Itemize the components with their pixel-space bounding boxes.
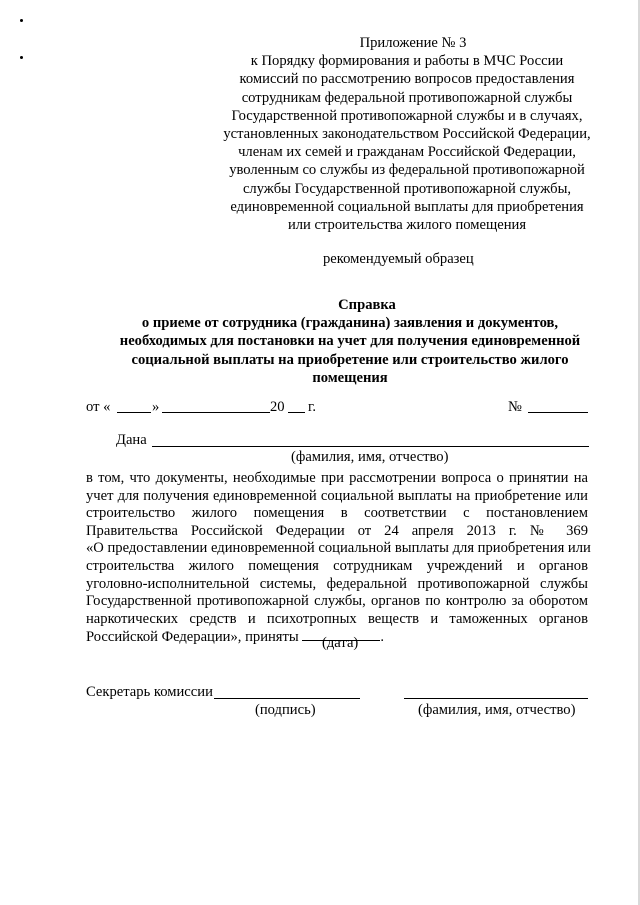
year-prefix: 20: [270, 399, 285, 415]
body-line: строительства жилого помещения сотрудникам учреждений и органов: [86, 557, 588, 574]
secretary-name-blank[interactable]: [404, 698, 588, 699]
heading-line: о приеме от сотрудника (гражданина) заявления и документов,: [141, 315, 559, 332]
date-from-prefix: от «: [86, 399, 111, 415]
signature-blank[interactable]: [214, 698, 360, 699]
appendix-line: комиссий по рассмотрению вопросов предоставления: [239, 71, 575, 88]
appendix-line: Государственной противопожарной службы и в случаях,: [231, 107, 583, 124]
scan-speck: [20, 19, 23, 22]
date-from-close: »: [152, 399, 160, 415]
full-name-caption: (фамилия, имя, отчество): [291, 449, 449, 465]
appendix-line: к Порядку формирования и работы в МЧС России: [250, 53, 564, 70]
appendix-line: службы Государственной противопожарной службы,: [242, 180, 572, 197]
body-line: строительство жилого помещения в соответствии с постановлением: [86, 505, 588, 522]
body-line: «О предоставлении единовременной социальной выплаты для приобретения или: [86, 540, 591, 557]
appendix-block: [212, 34, 602, 234]
certificate-heading: [80, 296, 620, 387]
appendix-line: членам их семей и гражданам Российской Федерации,: [238, 144, 576, 161]
body-line: учет для получения единовременной социальной выплаты на приобретение или: [86, 487, 588, 504]
number-label: №: [508, 399, 522, 415]
scan-speck: [20, 56, 23, 59]
body-line: в том, что документы, необходимые при рассмотрении вопроса о принятии на: [86, 470, 588, 486]
appendix-line: уволенным со службы из федеральной противопожарной: [229, 162, 585, 179]
recommended-sample-label: рекомендуемый образец: [323, 251, 474, 267]
heading-line: необходимых для постановки на учет для получения единовременной: [119, 333, 581, 350]
body-line: Правительства Российской Федерации от 24 апреля 2013 г. № 369: [86, 522, 588, 539]
secretary-name-caption: (фамилия, имя, отчество): [418, 702, 576, 718]
appendix-line: или строительства жилого помещения: [287, 217, 527, 234]
month-blank[interactable]: [162, 412, 270, 413]
accepted-text: Российской Федерации», приняты: [86, 629, 299, 646]
full-name-blank[interactable]: [152, 446, 589, 447]
heading-line: помещения: [312, 369, 388, 386]
date-caption: (дата): [322, 635, 359, 651]
number-blank[interactable]: [528, 412, 588, 413]
appendix-number: Приложение № 3: [359, 35, 467, 51]
body-line: Государственной противопожарной службы, органов по контролю за оборотом: [86, 593, 588, 610]
body-line: наркотических средств и психотропных веществ и таможенных органов: [86, 610, 588, 627]
body-text: [86, 470, 591, 647]
certificate-title: Справка: [338, 297, 396, 313]
secretary-label: Секретарь комиссии: [86, 684, 213, 700]
year-suffix: г.: [308, 399, 316, 415]
day-blank[interactable]: [117, 412, 151, 413]
signature-caption: (подпись): [255, 702, 316, 718]
issued-to-label: Дана: [116, 432, 147, 448]
accepted-period: .: [380, 629, 385, 646]
heading-line: социальной выплаты на приобретение или строительство жилого: [131, 351, 569, 368]
appendix-line: установленных законодательством Российской Федерации,: [223, 126, 591, 143]
body-line: уголовно-исполнительной системы, федеральной противопожарной службы: [86, 575, 588, 592]
year-blank[interactable]: [288, 412, 305, 413]
appendix-line: единовременной социальной выплаты для приобретения: [230, 198, 584, 215]
appendix-line: сотрудникам федеральной противопожарной службы: [241, 89, 573, 106]
